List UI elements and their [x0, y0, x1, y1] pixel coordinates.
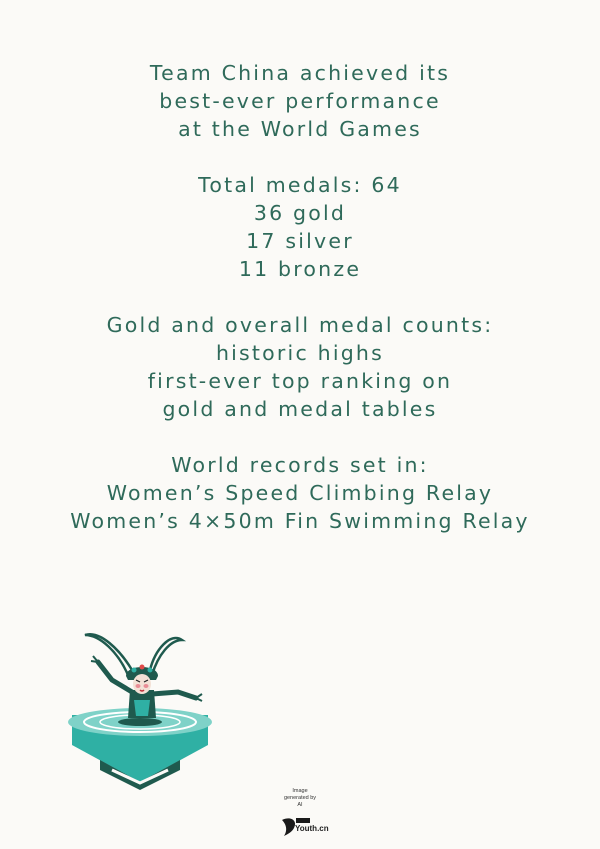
- right-arm: [152, 692, 196, 698]
- records-heading: World records set in:: [171, 453, 429, 477]
- headline-section: [0, 59, 600, 143]
- medals-section: [0, 171, 600, 283]
- credit-line: generated by: [283, 795, 317, 801]
- bronze-count: 11 bronze: [238, 257, 362, 281]
- credit-line: AI: [297, 802, 303, 808]
- ai-credit: [270, 788, 330, 809]
- feather-left: [85, 634, 132, 675]
- records-section: [0, 451, 600, 535]
- headline-line: best-ever performance: [159, 89, 441, 113]
- logo-text: Youth.cn: [295, 824, 329, 833]
- highs-section: [0, 311, 600, 423]
- record-item: Women’s 4×50m Fin Swimming Relay: [70, 509, 530, 533]
- headline-line: Team China achieved its: [149, 61, 451, 85]
- feather-right: [150, 638, 182, 675]
- silver-count: 17 silver: [246, 229, 354, 253]
- total-medals: Total medals: 64: [198, 173, 402, 197]
- gold-count: 36 gold: [253, 201, 347, 225]
- highs-line: first-ever top ranking on: [147, 369, 453, 393]
- synchronized-swimmer-illustration: [60, 620, 220, 790]
- record-item: Women’s Speed Climbing Relay: [106, 481, 494, 505]
- credit-line: Image: [292, 788, 308, 794]
- headline-line: at the World Games: [178, 117, 422, 141]
- highs-line: gold and medal tables: [162, 397, 438, 421]
- highs-line: historic highs: [215, 341, 385, 365]
- highs-line: Gold and overall medal counts:: [106, 313, 494, 337]
